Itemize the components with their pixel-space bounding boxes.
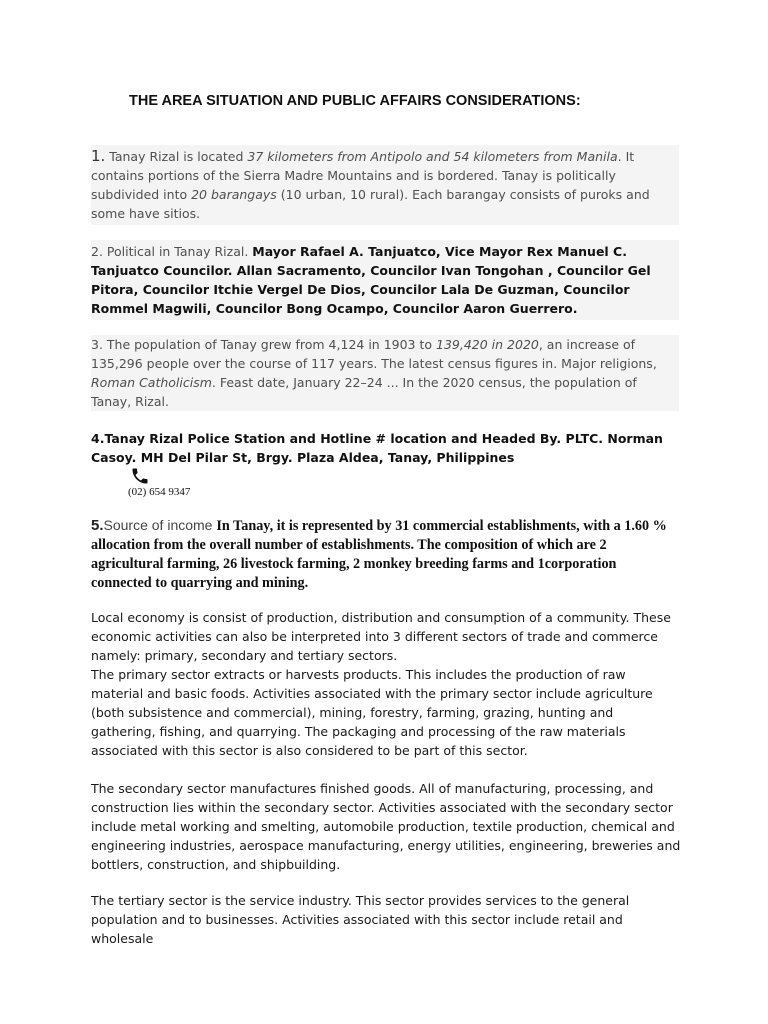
primary-sector-text: The primary sector extracts or harvests products. This includes the production of raw material and basic foods. Activities associated with the primary sector include agriculture (both subsistence and commercial), mining, forestry, farming, grazing, hunting and gathering, fishing, and quarrying. The packaging and processing of the raw materials associated with this sector is also considered to be part of this sector. bbox=[91, 667, 653, 758]
item-5-label: Source of income bbox=[103, 517, 217, 533]
item-1-barangays: 20 barangays bbox=[191, 187, 277, 202]
item-3-text-a: 3. The population of Tanay grew from 4,124 in 1903 to bbox=[91, 337, 436, 352]
item-4-police: 4.Tanay Rizal Police Station and Hotline # location and Headed By. PLTC. Norman Casoy. MH Del Pilar St, Brgy. Plaza Aldea, Tanay, Philippines bbox=[91, 431, 663, 465]
tertiary-sector-text: The tertiary sector is the service industry. This sector provides services to the general population and to businesses. Activities associated with this sector include retail and wholesale bbox=[91, 893, 630, 946]
economy-intro: Local economy is consist of production, distribution and consumption of a community. These economic activities can also be interpreted into 3 different sectors of trade and commerce namely: primary, secondary and tertiary sectors. bbox=[91, 610, 671, 663]
item-2-label: 2. Political in Tanay Rizal. bbox=[91, 244, 253, 259]
page-title: THE AREA SITUATION AND PUBLIC AFFAIRS CONSIDERATIONS: bbox=[129, 93, 581, 109]
item-1-number: 1. bbox=[91, 147, 106, 165]
item-3-religion: Roman Catholicism bbox=[91, 375, 212, 390]
economy-paragraph-1 bbox=[91, 608, 681, 760]
phone-contact bbox=[128, 466, 190, 498]
item-2-political bbox=[91, 240, 679, 320]
secondary-sector-text: The secondary sector manufactures finished goods. All of manufacturing, processing, and construction lies within the secondary sector. Activities associated with the secondary sector include metal working and smelting, automobile production, textile production, chemical and engineering industries, aerospace manufacturing, energy utilities, engineering, breweries and bottlers, construction, and shipbuilding. bbox=[91, 781, 681, 872]
item-5-text: In Tanay, it is represented by 31 commercial establishments, with a 1.60 % allocation from the overall number of establishments. The composition of which are 2 agricultural farming, 26 livestock farming, 2 monkey breeding farms and 1corporation connected to quarrying and mining. bbox=[91, 518, 667, 591]
item-1-text-b: . It contains portions of the Sierra Madre Mountains and is bordered. Tanay is politically subdivided into bbox=[91, 149, 635, 202]
item-5-number: 5. bbox=[91, 517, 104, 534]
item-3-text-b: , an increase of 135,296 people over the course of 117 years. The latest census figures in. Major religions, bbox=[91, 337, 657, 371]
item-5-income bbox=[91, 516, 679, 592]
item-3-text-c: . Feast date, January 22–24 ... In the 2020 census, the population of Tanay, Rizal. bbox=[91, 375, 637, 409]
economy-paragraph-3 bbox=[91, 891, 681, 948]
item-1-distance: 37 kilometers from Antipolo and 54 kilometers from Manila bbox=[247, 149, 618, 164]
phone-icon bbox=[130, 466, 150, 486]
item-1-text-c: (10 urban, 10 rural). Each barangay consists of puroks and some have sitios. bbox=[91, 187, 650, 221]
item-1-text-a: Tanay Rizal is located bbox=[105, 149, 248, 164]
economy-paragraph-2 bbox=[91, 779, 681, 874]
phone-number: (02) 654 9347 bbox=[128, 486, 191, 498]
item-1-location bbox=[91, 145, 679, 225]
item-3-population bbox=[91, 335, 679, 411]
item-2-officials: Mayor Rafael A. Tanjuatco, Vice Mayor Rex Manuel C. Tanjuatco Councilor. Allan Sacramento, Councilor Ivan Tongohan , Councilor Gel Pitora, Councilor Itchie Vergel De Dios, Councilor Lala De Guzman, Councilor Rommel Magwili, Councilor Bong Ocampo, Councilor Aaron Guerrero. bbox=[91, 244, 651, 316]
item-3-population-2020: 139,420 in 2020 bbox=[436, 337, 539, 352]
